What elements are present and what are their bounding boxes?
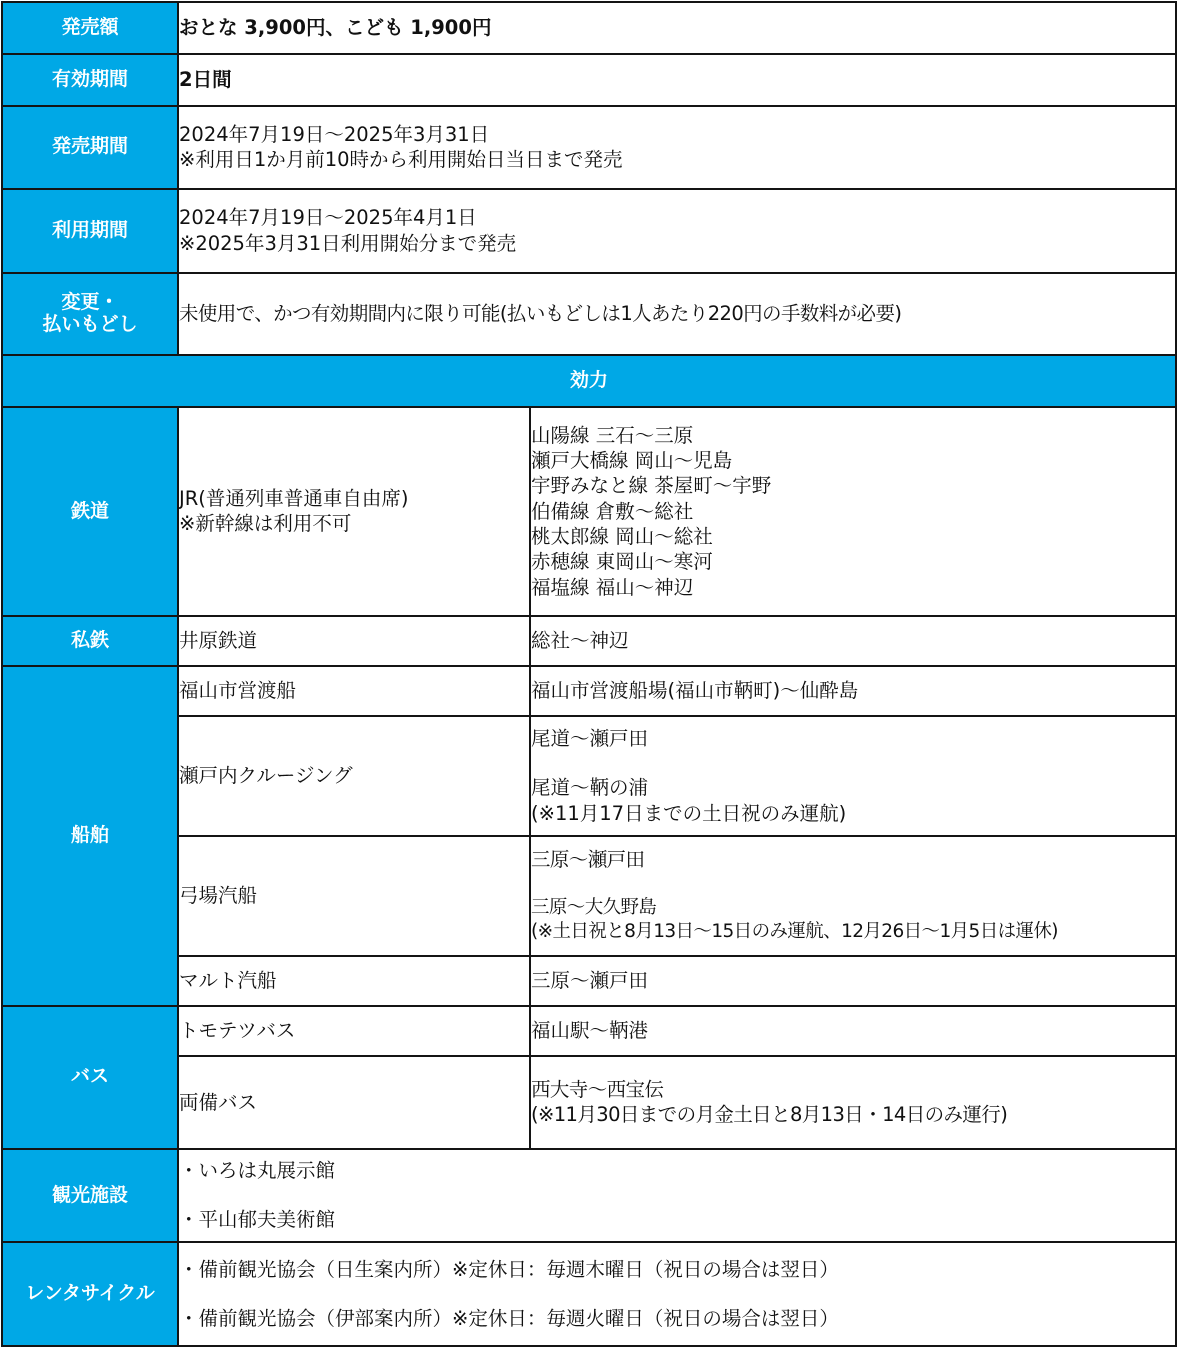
- ship-operator: 弓場汽船: [178, 836, 530, 956]
- ships-label: 船舶: [2, 666, 178, 1006]
- rental-cycle-row: [2, 1242, 1176, 1346]
- railway-route: 伯備線 倉敷～総社: [531, 499, 694, 523]
- price-label: 発売額: [2, 2, 178, 54]
- sightseeing-items: [178, 1149, 1176, 1243]
- railway-route: 赤穂線 東岡山～寒河: [531, 550, 713, 574]
- railway-routes: [530, 407, 1176, 615]
- sale-period-note: ※利用日1か月前10時から利用開始日当日まで発売: [179, 148, 623, 172]
- refund-label-line1: 変更・: [61, 290, 119, 313]
- refund-label-line2: 払いもどし: [42, 312, 138, 335]
- railway-route: 桃太郎線 岡山～総社: [531, 525, 713, 549]
- bus-operator: トモテツバス: [178, 1006, 530, 1056]
- validity-value: 2日間: [178, 54, 1176, 105]
- ship-operator: 福山市営渡船: [178, 666, 530, 716]
- ship-routes: [530, 836, 1176, 956]
- sightseeing-item: ・平山郁夫美術館: [179, 1208, 336, 1232]
- bus-label: バス: [2, 1006, 178, 1149]
- private-railway-operator: 井原鉄道: [178, 616, 530, 666]
- use-period-label: 利用期間: [2, 189, 178, 272]
- ship-route: 三原～瀬戸田: [531, 848, 645, 871]
- validity-row: [2, 54, 1176, 105]
- ship-row: [2, 666, 1176, 716]
- railway-route: 瀬戸大橋線 岡山～児島: [531, 449, 733, 473]
- sale-period-value: [178, 106, 1176, 189]
- railway-operator-note: ※新幹線は利用不可: [179, 512, 352, 536]
- use-period-note: ※2025年3月31日利用開始分まで発売: [179, 231, 517, 255]
- railway-label: 鉄道: [2, 407, 178, 615]
- private-railway-row: [2, 616, 1176, 666]
- rental-cycle-item: ・備前観光協会（伊部案内所）※定休日：毎週火曜日（祝日の場合は翌日）: [179, 1307, 839, 1331]
- ship-route: 尾道～鞆の浦 (※11月17日までの土日祝のみ運航): [531, 776, 847, 825]
- railway-route: 山陽線 三石～三原: [531, 423, 694, 447]
- sightseeing-row: [2, 1149, 1176, 1243]
- ship-operator: 瀬戸内クルージング: [178, 716, 530, 836]
- use-period-value: [178, 189, 1176, 272]
- railway-operator-name: JR(普通列車普通車自由席): [179, 487, 409, 511]
- refund-value: 未使用で、かつ有効期間内に限り可能(払いもどしは1人あたり220円の手数料が必要): [178, 273, 1176, 355]
- effect-header: 効力: [2, 355, 1176, 407]
- bus-row: [2, 1056, 1176, 1149]
- price-value: おとな 3,900円、こども 1,900円: [178, 2, 1176, 54]
- bus-route-note: (※11月30日までの月金土日と8月13日・14日のみ運行): [531, 1103, 1008, 1127]
- sale-period-row: [2, 106, 1176, 189]
- validity-label: 有効期間: [2, 54, 178, 105]
- ship-route: 三原～瀬戸田: [530, 956, 1176, 1006]
- bus-route-line: 西大寺～西宝伝: [531, 1078, 664, 1102]
- refund-label: [2, 273, 178, 355]
- ship-row: [2, 836, 1176, 956]
- railway-route: 福塩線 福山～神辺: [531, 575, 694, 599]
- private-railway-label: 私鉄: [2, 616, 178, 666]
- ship-row: [2, 716, 1176, 836]
- sale-period-label: 発売期間: [2, 106, 178, 189]
- sightseeing-label: 観光施設: [2, 1149, 178, 1243]
- railway-row: [2, 407, 1176, 615]
- railway-operator: [178, 407, 530, 615]
- ticket-info-table: [1, 1, 1177, 1347]
- use-period-dates: 2024年7月19日～2025年4月1日: [179, 206, 477, 230]
- ship-route: 三原～大久野島 (※土日祝と8月13日～15日のみ運航、12月26日～1月5日は運休): [531, 897, 1058, 943]
- railway-route: 宇野みなと線 茶屋町～宇野: [531, 474, 772, 498]
- private-railway-route: 総社～神辺: [530, 616, 1176, 666]
- ship-route: 尾道～瀬戸田: [531, 727, 649, 750]
- sale-period-dates: 2024年7月19日～2025年3月31日: [179, 122, 490, 146]
- effect-header-row: [2, 355, 1176, 407]
- rental-cycle-items: [178, 1242, 1176, 1346]
- ship-row: [2, 956, 1176, 1006]
- ship-routes: [530, 716, 1176, 836]
- ship-operator: マルト汽船: [178, 956, 530, 1006]
- refund-row: [2, 273, 1176, 355]
- ship-route: 福山市営渡船場(福山市鞆町)～仙酔島: [530, 666, 1176, 716]
- bus-route: 福山駅～鞆港: [530, 1006, 1176, 1056]
- rental-cycle-label: レンタサイクル: [2, 1242, 178, 1346]
- use-period-row: [2, 189, 1176, 272]
- bus-operator: 両備バス: [178, 1056, 530, 1149]
- bus-row: [2, 1006, 1176, 1056]
- price-row: [2, 2, 1176, 54]
- sightseeing-item: ・いろは丸展示館: [179, 1159, 336, 1183]
- bus-route: [530, 1056, 1176, 1149]
- rental-cycle-item: ・備前観光協会（日生案内所）※定休日：毎週木曜日（祝日の場合は翌日）: [179, 1257, 839, 1281]
